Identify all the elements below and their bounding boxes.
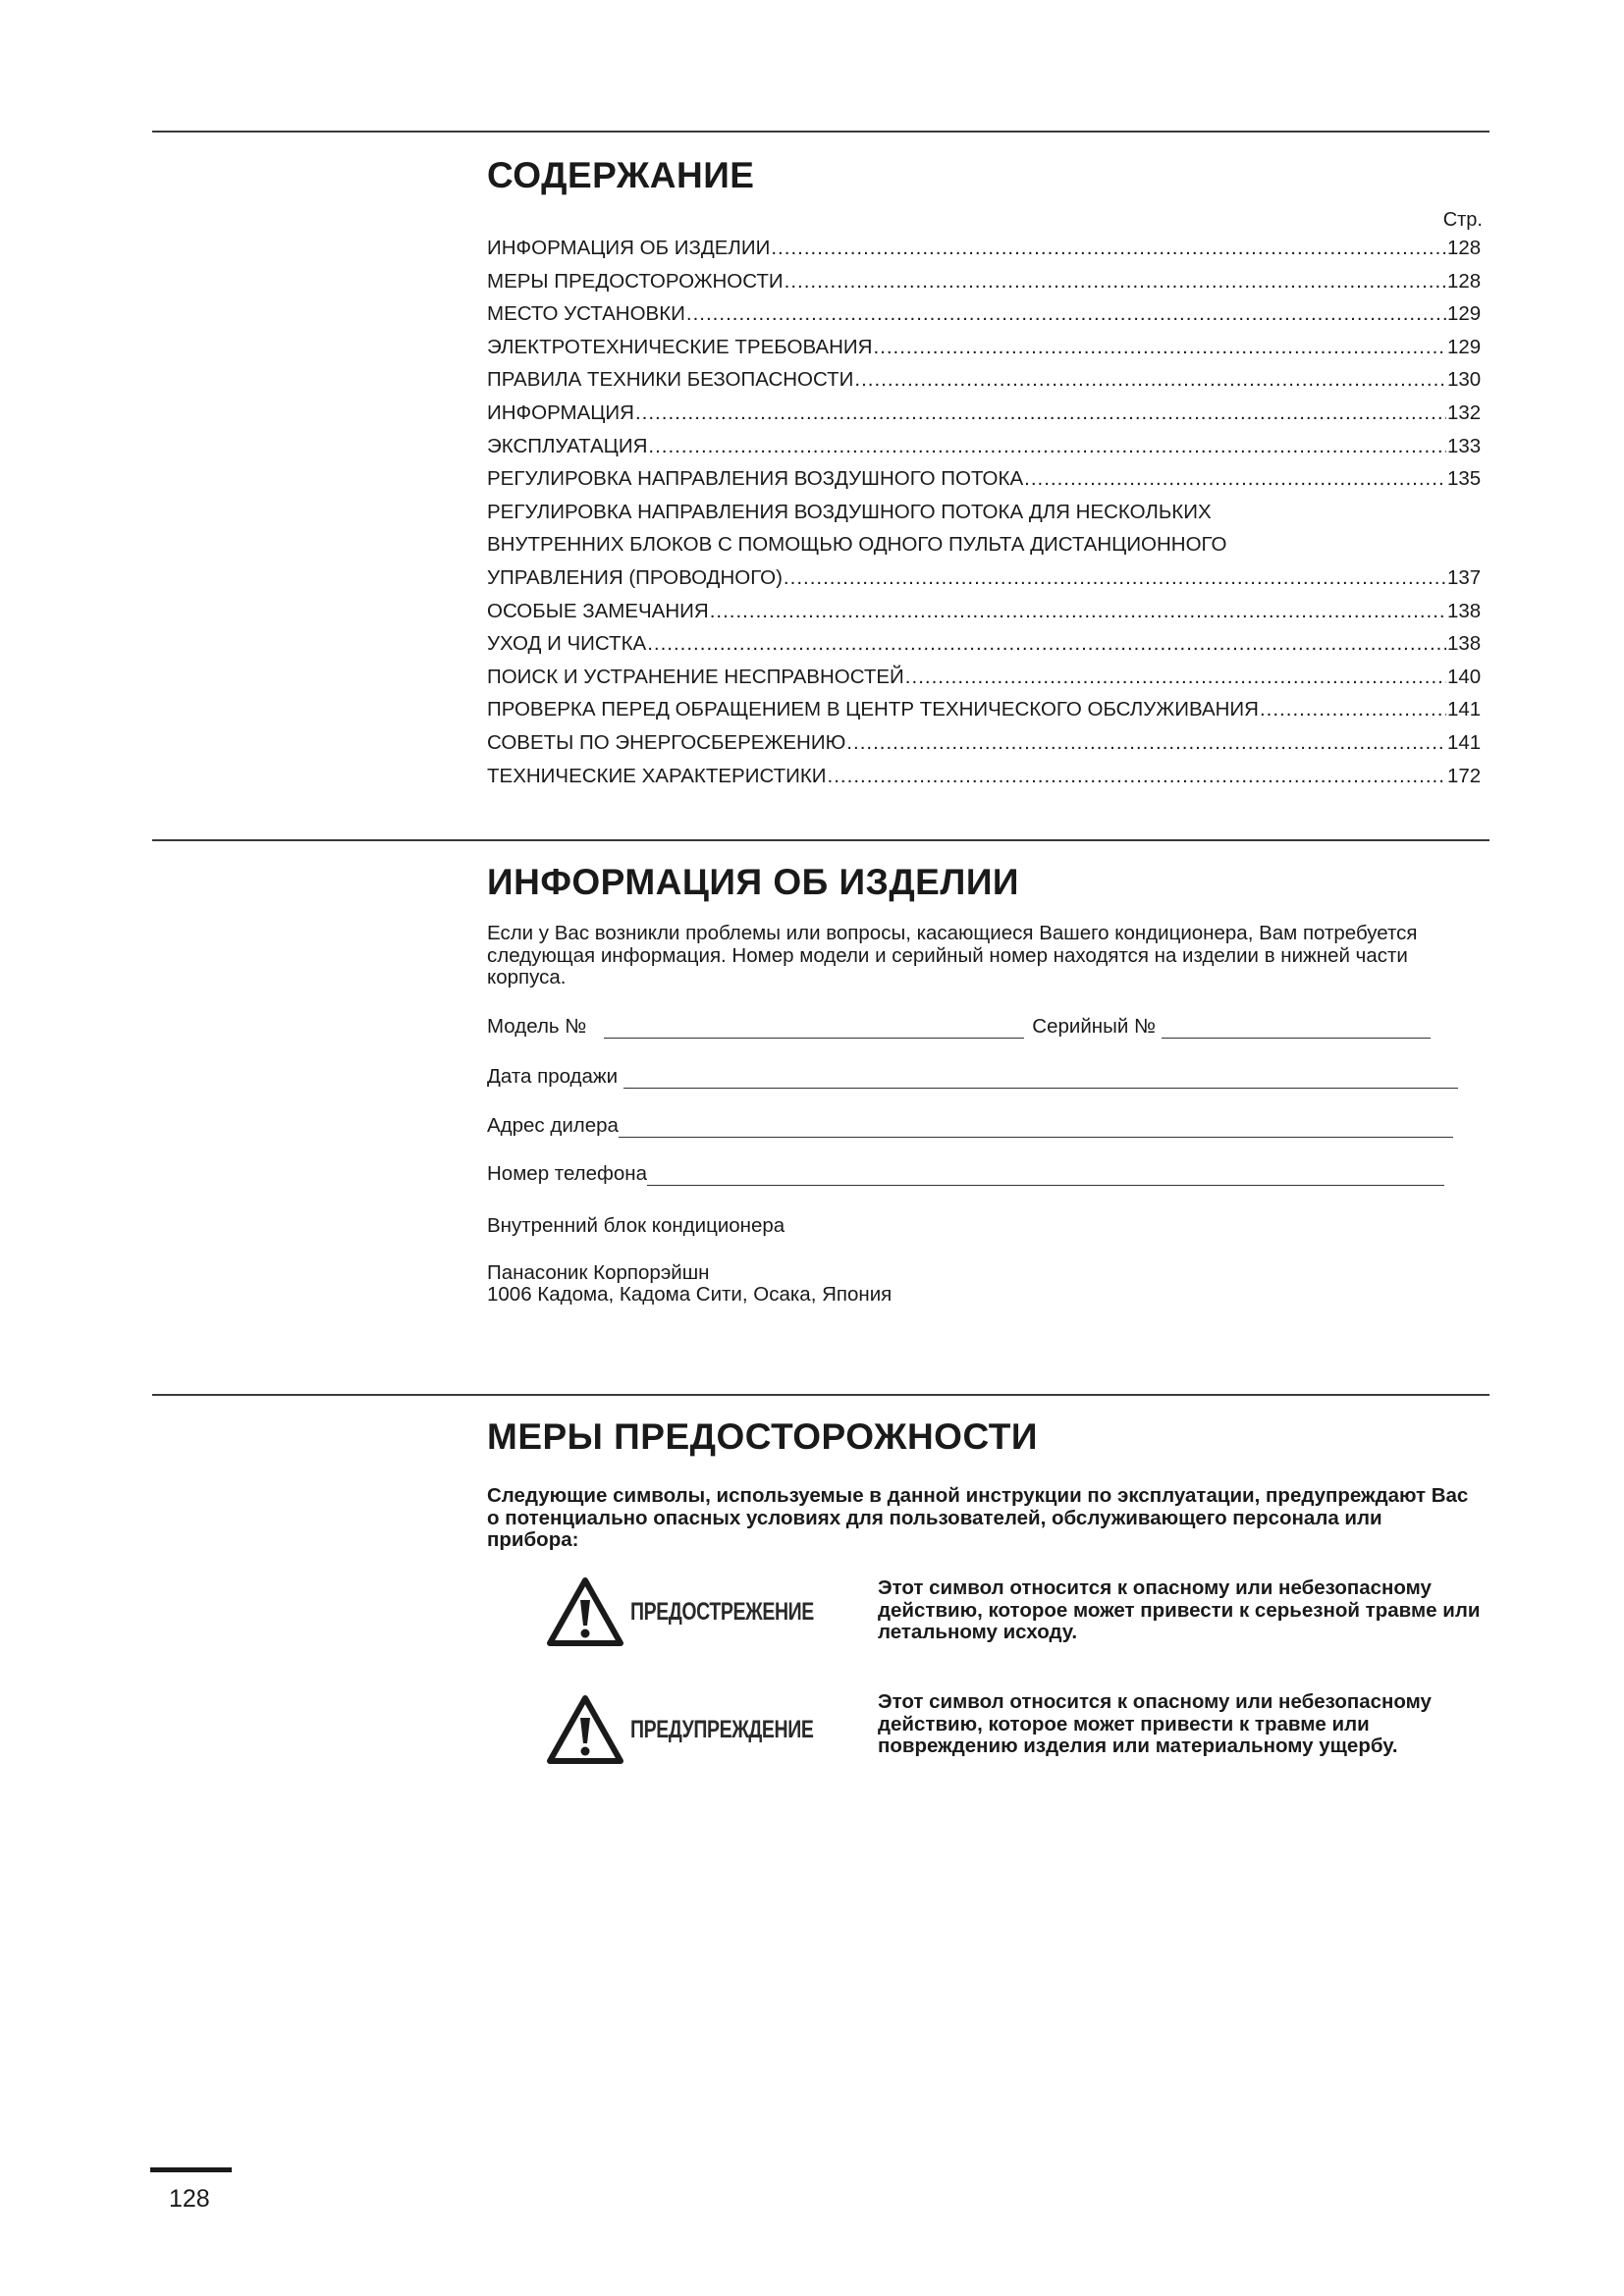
- toc-item-page: 135: [1447, 467, 1482, 491]
- toc-item-label: УХОД И ЧИСТКА: [487, 632, 647, 656]
- toc-item-label: ЭЛЕКТРОТЕХНИЧЕСКИЕ ТРЕБОВАНИЯ: [487, 335, 873, 358]
- toc-item-label: ЭКСПЛУАТАЦИЯ: [487, 434, 648, 457]
- toc-item-label: ПОИСК И УСТРАНЕНИЕ НЕСПРАВНОСТЕЙ: [487, 665, 904, 688]
- toc-item-multiline[interactable]: [487, 496, 1490, 595]
- toc-leader-dots: [846, 726, 1446, 760]
- toc-list: [487, 232, 1490, 496]
- toc-item[interactable]: [487, 265, 1490, 298]
- company-name: Панасоник Корпорэйшн: [487, 1261, 710, 1284]
- phone-label: Номер телефона: [487, 1162, 648, 1185]
- toc-item-page: 128: [1447, 237, 1482, 259]
- toc-item-page: 138: [1447, 632, 1482, 656]
- toc-item-page: 129: [1447, 302, 1482, 326]
- toc-item-label: ТЕХНИЧЕСКИЕ ХАРАКТЕРИСТИКИ: [487, 764, 827, 787]
- model-field[interactable]: [604, 1018, 1024, 1039]
- toc-item-page: 130: [1447, 368, 1482, 392]
- caution-symbol: [546, 1694, 865, 1765]
- toc-item[interactable]: [487, 595, 1490, 628]
- product-info-title: ИНФОРМАЦИЯ ОБ ИЗДЕЛИИ: [487, 862, 1020, 902]
- toc-item-label: СОВЕТЫ ПО ЭНЕРГОСБЕРЕЖЕНИЮ: [487, 730, 846, 754]
- toc-item-label: ИНФОРМАЦИЯ: [487, 400, 634, 424]
- indoor-unit-label: Внутренний блок кондиционера: [487, 1214, 785, 1237]
- toc-item-label: УПРАВЛЕНИЯ (ПРОВОДНОГО): [487, 565, 783, 589]
- toc-leader-dots: [710, 595, 1446, 628]
- toc-leader-dots: [784, 561, 1446, 595]
- precautions-intro: Следующие символы, используемые в данной инструкции по эксплуатации, предупреждают Вас о потенциально опасных условиях для пользователей, обслуживающего персонала или прибора:: [487, 1484, 1469, 1551]
- toc-item[interactable]: [487, 430, 1490, 463]
- model-serial-row: [487, 1015, 1431, 1039]
- toc-item[interactable]: [487, 627, 1490, 661]
- toc-item-page: 133: [1447, 434, 1482, 457]
- toc-item-label: МЕРЫ ПРЕДОСТОРОЖНОСТИ: [487, 269, 784, 293]
- toc-item-page: 141: [1447, 698, 1482, 721]
- toc-item[interactable]: [487, 397, 1490, 430]
- sale-date-row: [487, 1065, 1458, 1089]
- sale-date-label: Дата продажи: [487, 1065, 619, 1088]
- toc-item-label: ПРОВЕРКА ПЕРЕД ОБРАЩЕНИЕМ В ЦЕНТР ТЕХНИЧЕСКОГО ОБСЛУЖИВАНИЯ: [487, 698, 1259, 721]
- toc-item-page: 129: [1447, 335, 1482, 358]
- toc-leader-dots: [828, 760, 1446, 793]
- warning-symbol: [546, 1576, 866, 1647]
- toc-leader-dots: [771, 232, 1446, 265]
- toc-page-header: Стр.: [1442, 209, 1483, 231]
- toc-item[interactable]: [487, 297, 1490, 331]
- toc-list: [487, 595, 1490, 793]
- page-number-bar: [150, 2167, 232, 2172]
- toc-item-label: ОСОБЫЕ ЗАМЕЧАНИЯ: [487, 599, 709, 622]
- toc-item-page: 141: [1447, 730, 1482, 754]
- phone-field[interactable]: [647, 1165, 1444, 1186]
- dealer-address-field[interactable]: [619, 1117, 1453, 1138]
- toc-leader-dots: [873, 331, 1446, 364]
- toc-item-line: [487, 561, 1490, 595]
- toc-item[interactable]: [487, 363, 1490, 397]
- toc-leader-dots: [1024, 462, 1446, 496]
- warning-triangle-icon: [546, 1576, 624, 1647]
- company-address: 1006 Кадома, Кадома Сити, Осака, Япония: [487, 1283, 893, 1306]
- caution-triangle-icon: [546, 1694, 624, 1765]
- toc-leader-dots: [648, 430, 1446, 463]
- section-divider: [152, 1394, 1489, 1396]
- toc-leader-dots: [1260, 693, 1446, 726]
- toc-leader-dots: [905, 661, 1446, 694]
- toc-item-line: ВНУТРЕННИХ БЛОКОВ С ПОМОЩЬЮ ОДНОГО ПУЛЬТА ДИСТАНЦИОННОГО: [487, 533, 1227, 557]
- toc-item[interactable]: [487, 462, 1490, 496]
- toc-item-label: ПРАВИЛА ТЕХНИКИ БЕЗОПАСНОСТИ: [487, 368, 854, 392]
- section-divider: [152, 839, 1489, 841]
- model-label: Модель №: [487, 1015, 587, 1038]
- serial-label: Серийный №: [1032, 1015, 1156, 1038]
- toc-item[interactable]: [487, 760, 1490, 793]
- toc-item-label: ИНФОРМАЦИЯ ОБ ИЗДЕЛИИ: [487, 237, 771, 259]
- caution-symbol-label: ПРЕДУПРЕЖДЕНИЕ: [630, 1715, 814, 1743]
- toc-leader-dots: [647, 627, 1446, 661]
- toc-item-label: МЕСТО УСТАНОВКИ: [487, 302, 685, 326]
- toc-item-page: 137: [1447, 565, 1482, 589]
- serial-field[interactable]: [1162, 1018, 1431, 1039]
- table-of-contents: [487, 208, 1490, 792]
- dealer-address-label: Адрес дилера: [487, 1114, 619, 1137]
- warning-symbol-description: Этот символ относится к опасному или небезопасному действию, которое может привести к серьезной травме или летальному исходу.: [878, 1576, 1481, 1643]
- toc-item[interactable]: [487, 232, 1490, 265]
- product-info-paragraph: Если у Вас возникли проблемы или вопросы, касающиеся Вашего кондиционера, Вам потребуется следующая информация. Номер модели и серийный номер находятся на изделии в нижней части корпуса.: [487, 922, 1418, 988]
- toc-item[interactable]: [487, 693, 1490, 726]
- toc-leader-dots: [635, 397, 1446, 430]
- toc-item-page: 132: [1447, 400, 1482, 424]
- caution-symbol-description: Этот символ относится к опасному или небезопасному действию, которое может привести к травме или повреждению изделия или материальному ущербу.: [878, 1690, 1432, 1757]
- top-divider: [152, 131, 1489, 133]
- toc-item-page: 128: [1447, 269, 1482, 293]
- toc-item-page: 138: [1447, 599, 1482, 622]
- toc-item[interactable]: [487, 661, 1490, 694]
- toc-leader-dots: [785, 265, 1446, 298]
- warning-symbol-label: ПРЕДОСТРЕЖЕНИЕ: [630, 1597, 814, 1626]
- toc-item[interactable]: [487, 331, 1490, 364]
- toc-item-line: РЕГУЛИРОВКА НАПРАВЛЕНИЯ ВОЗДУШНОГО ПОТОКА ДЛЯ НЕСКОЛЬКИХ: [487, 500, 1212, 523]
- toc-item-page: 140: [1447, 665, 1482, 688]
- page-number: 128: [169, 2185, 210, 2213]
- toc-item[interactable]: [487, 726, 1490, 760]
- dealer-address-row: [487, 1114, 1453, 1138]
- toc-leader-dots: [854, 363, 1446, 397]
- toc-item-page: 172: [1447, 764, 1482, 787]
- toc-item-label: РЕГУЛИРОВКА НАПРАВЛЕНИЯ ВОЗДУШНОГО ПОТОКА: [487, 467, 1024, 491]
- sale-date-field[interactable]: [623, 1068, 1458, 1089]
- toc-leader-dots: [686, 297, 1446, 331]
- precautions-title: МЕРЫ ПРЕДОСТОРОЖНОСТИ: [487, 1416, 1038, 1457]
- phone-row: [487, 1162, 1444, 1186]
- toc-title: СОДЕРЖАНИЕ: [487, 155, 755, 195]
